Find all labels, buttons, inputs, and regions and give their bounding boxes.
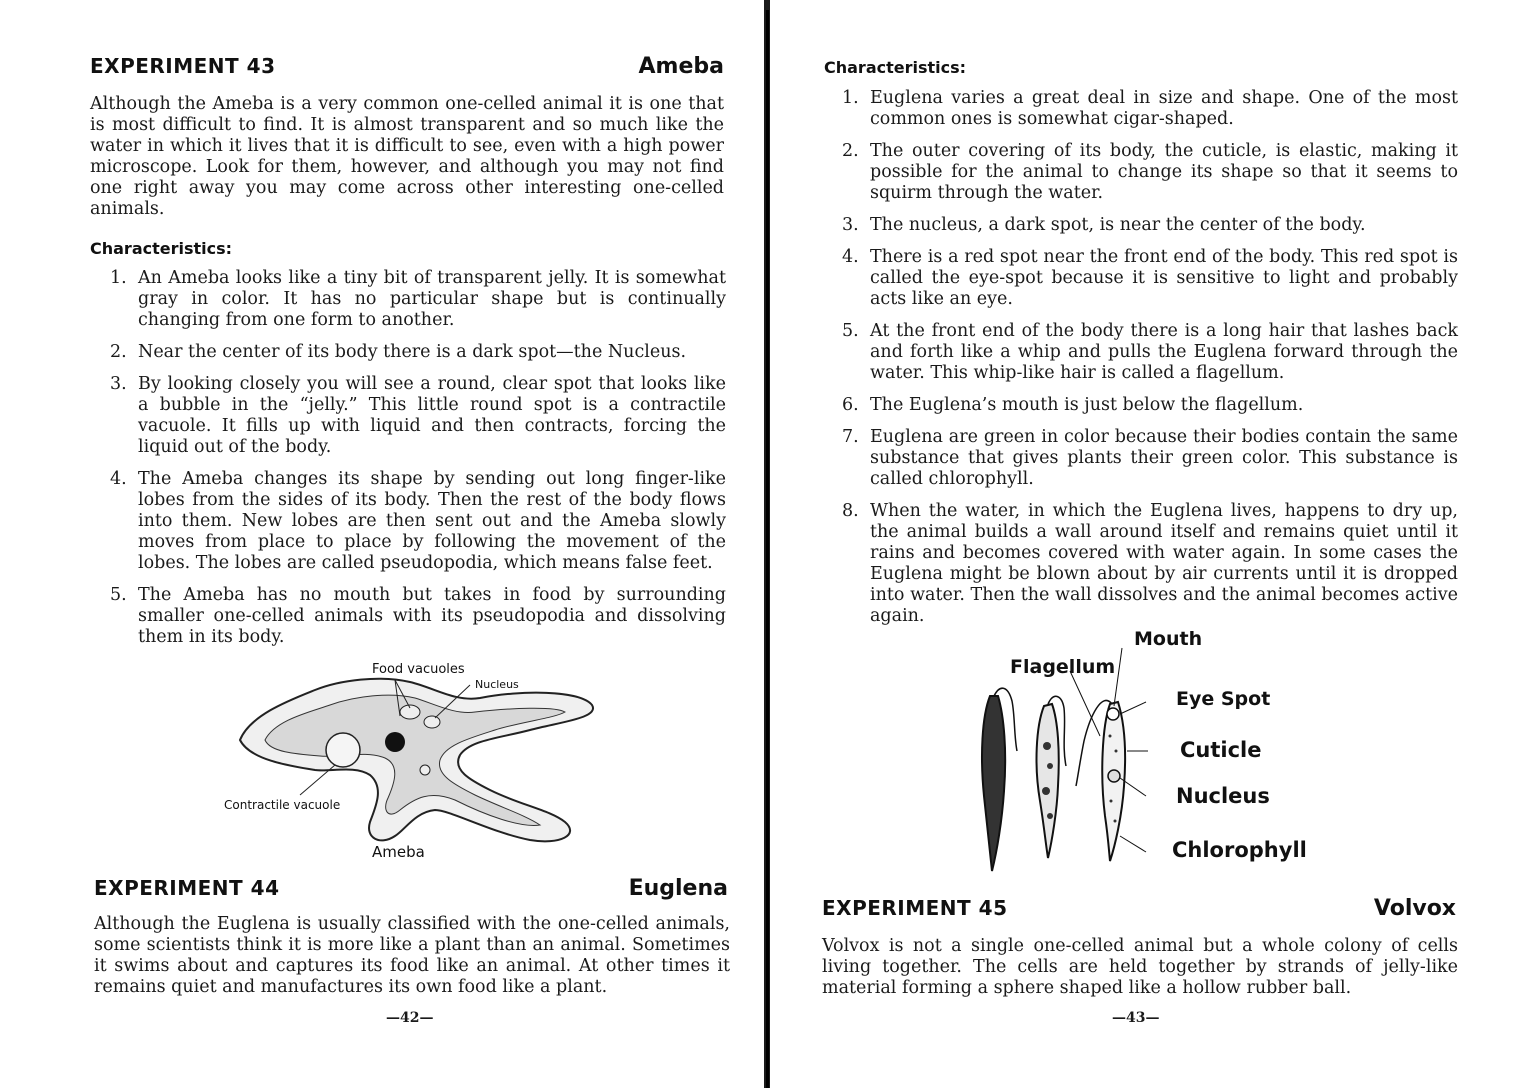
experiment-name: Euglena [628,876,728,901]
list-item: 6. The Euglena’s mouth is just below the flagellum. [842,395,1304,415]
list-item: 8. When the water, in which the Euglena lives, happens to dry up, the animal builds a wall around itself and remains quiet until it rains and becomes covered with water again. In some cases the Euglena might be blown about by air currents until it is dropped into water. Then the wall dissolves and the animal becomes active again. [842,501,1458,626]
experiment-43-intro: Although the Ameba is a very common one-celled animal it is one that is most difficult to find. It is almost transparent and so much like the water in which it lives that it is difficult to see, even with a high power microscope. Look for them, however, and although you may not find one right away you may come across other interesting one-celled animals. [90,94,724,219]
list-item: 2. Near the center of its body there is a dark spot—the Nucleus. [110,342,687,362]
list-item: 3. By looking closely you will see a round, clear spot that looks like a bubble in the “jelly.” This little round spot is a contractile vacuole. It fills up with liquid and then contracts, forcing the liquid out of the body. [110,374,726,457]
experiment-44-intro: Although the Euglena is usually classified with the one-celled animals, some scientists think it is more like a plant than an animal. Sometimes it swims about and captures its food like an animal. At other times it remains quiet and manufactures its own food like a plant. [94,914,730,997]
chlorophyll-label: Chlorophyll [1172,838,1307,862]
experiment-45-heading [822,896,1456,921]
left-page [0,0,762,1088]
experiment-name: Volvox [1373,896,1456,921]
nucleus-label: Nucleus [475,678,519,691]
list-item: 1. Euglena varies a great deal in size and shape. One of the most common ones is somewhat cigar-shaped. [842,88,1458,129]
list-item: 5. At the front end of the body there is a long hair that lashes back and forth like a whip and pulls the Euglena forward through the water. This whip-like hair is called a flagellum. [842,321,1458,383]
mouth-label: Mouth [1134,628,1203,650]
euglena-characteristics-list [842,88,1458,638]
flagellum-label: Flagellum [1010,656,1116,678]
list-item: 4. The Ameba changes its shape by sending out long finger-like lobes from the sides of its body. Then the rest of the body flows into them. New lobes are then sent out and the Ameba slowly moves from place to place by following the movement of the lobes. The lobes are called pseudopodia, which means false feet. [110,469,726,573]
experiment-name: Ameba [638,54,724,79]
experiment-number: EXPERIMENT 45 [822,896,1008,920]
contractile-vacuole-label: Contractile vacuole [224,798,341,812]
ameba-illustration [220,660,610,870]
page-number: —43— [1112,1010,1160,1026]
food-vacuoles-label: Food vacuoles [372,662,465,677]
experiment-number: EXPERIMENT 43 [90,54,276,78]
characteristics-label: Characteristics: [824,58,967,77]
ameba-figure [220,660,610,870]
list-item: 5. The Ameba has no mouth but takes in food by surrounding smaller one-celled animals with its pseudopodia and dissolving them in its body. [110,585,726,647]
nucleus-label: Nucleus [1176,784,1270,808]
eye-spot-label: Eye Spot [1176,688,1271,710]
experiment-number: EXPERIMENT 44 [94,876,280,900]
book-spine-shadow [766,10,769,1088]
euglena-figure [962,626,1307,876]
page-number: —42— [386,1010,434,1026]
right-page [772,0,1538,1088]
cuticle-label: Cuticle [1180,738,1262,762]
list-item: 2. The outer covering of its body, the cuticle, is elastic, making it possible for the animal to change its shape so that it seems to squirm through the water. [842,141,1458,203]
experiment-43-heading [90,54,724,79]
list-item: 3. The nucleus, a dark spot, is near the center of the body. [842,215,1366,235]
list-item: 7. Euglena are green in color because their bodies contain the same substance that gives plants their green color. This substance is called chlorophyll. [842,427,1458,489]
ameba-characteristics-list [110,268,726,659]
experiment-44-heading [94,876,728,901]
list-item: 1. An Ameba looks like a tiny bit of transparent jelly. It is somewhat gray in color. It has no particular shape but is continually changing from one form to another. [110,268,726,330]
list-item: 4. There is a red spot near the front end of the body. This red spot is called the eye-spot because it is sensitive to light and probably acts like an eye. [842,247,1458,309]
ameba-caption: Ameba [372,843,425,861]
experiment-45-intro: Volvox is not a single one-celled animal but a whole colony of cells living together. The cells are held together by strands of jelly-like material forming a sphere shaped like a hollow rubber ball. [822,936,1458,998]
characteristics-label: Characteristics: [90,239,233,258]
